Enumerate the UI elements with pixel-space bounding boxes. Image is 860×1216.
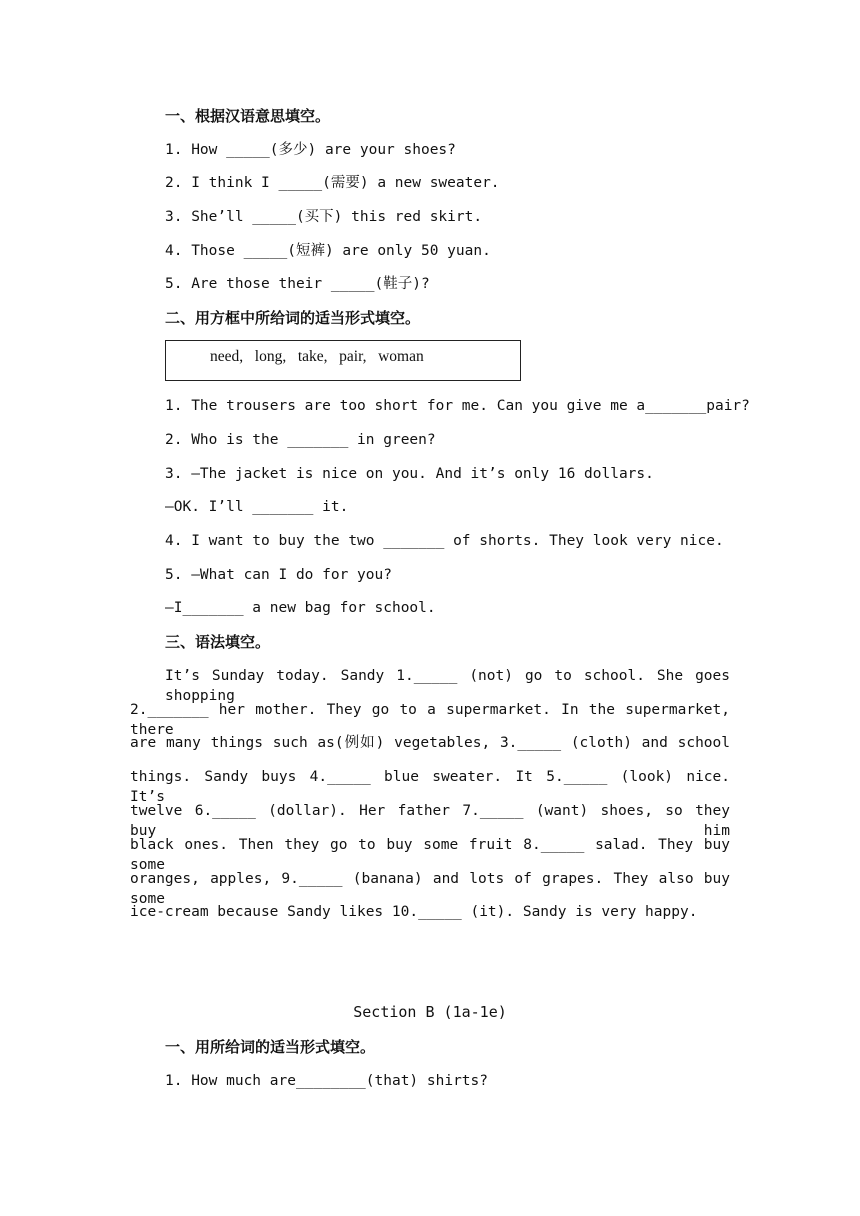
part3-line-4: things. Sandy buys 4._____ blue sweater. It 5._____ (look) nice. It’s: [130, 769, 730, 805]
part3-line-2: 2._______ her mother. They go to a supermarket. In the supermarket, there: [130, 702, 730, 738]
part1-item-1: 1. How _____(多少) are your shoes?: [165, 142, 456, 158]
section-b-heading: 一、用所给词的适当形式填空。: [165, 1038, 376, 1056]
part3-line-5: twelve 6._____ (dollar). Her father 7._____ (want) shoes, so they buy him: [130, 803, 730, 839]
part3-line-3: are many things such as(例如) vegetables, 3._____ (cloth) and school: [130, 735, 730, 751]
part1-item-4: 4. Those _____(短裤) are only 50 yuan.: [165, 243, 491, 259]
part3-line-7: oranges, apples, 9._____ (banana) and lots of grapes. They also buy some: [130, 871, 730, 907]
part3-line-8: ice-cream because Sandy likes 10._____ (it). Sandy is very happy.: [130, 904, 698, 920]
part2-item-4: 4. I want to buy the two _______ of shorts. They look very nice.: [165, 533, 724, 549]
section-b-item-1: 1. How much are________(that) shirts?: [165, 1073, 489, 1089]
part2-heading: 二、用方框中所给词的适当形式填空。: [165, 309, 421, 327]
part1-heading: 一、根据汉语意思填空。: [165, 107, 331, 125]
part2-item-2: 2. Who is the _______ in green?: [165, 432, 436, 448]
section-b-title: Section B (1a-1e): [353, 1003, 507, 1021]
part2-item-5-question: 5. —What can I do for you?: [165, 567, 392, 583]
word-box-text: need, long, take, pair, woman: [210, 348, 424, 365]
part3-heading: 三、语法填空。: [165, 633, 271, 651]
part1-item-5: 5. Are those their _____(鞋子)?: [165, 276, 430, 292]
part2-item-1: 1. The trousers are too short for me. Can you give me a_______pair?: [165, 398, 750, 414]
part3-line-1: It’s Sunday today. Sandy 1._____ (not) go to school. She goes shopping: [165, 668, 730, 704]
part1-item-3: 3. She’ll _____(买下) this red skirt.: [165, 209, 483, 225]
part3-line-6: black ones. Then they go to buy some fruit 8._____ salad. They buy some: [130, 837, 730, 873]
part2-item-3-answer: —OK. I’ll _______ it.: [165, 499, 349, 515]
part2-item-3-question: 3. —The jacket is nice on you. And it’s only 16 dollars.: [165, 466, 654, 482]
part1-item-2: 2. I think I _____(需要) a new sweater.: [165, 175, 500, 191]
part2-item-5-answer: —I_______ a new bag for school.: [165, 600, 436, 616]
